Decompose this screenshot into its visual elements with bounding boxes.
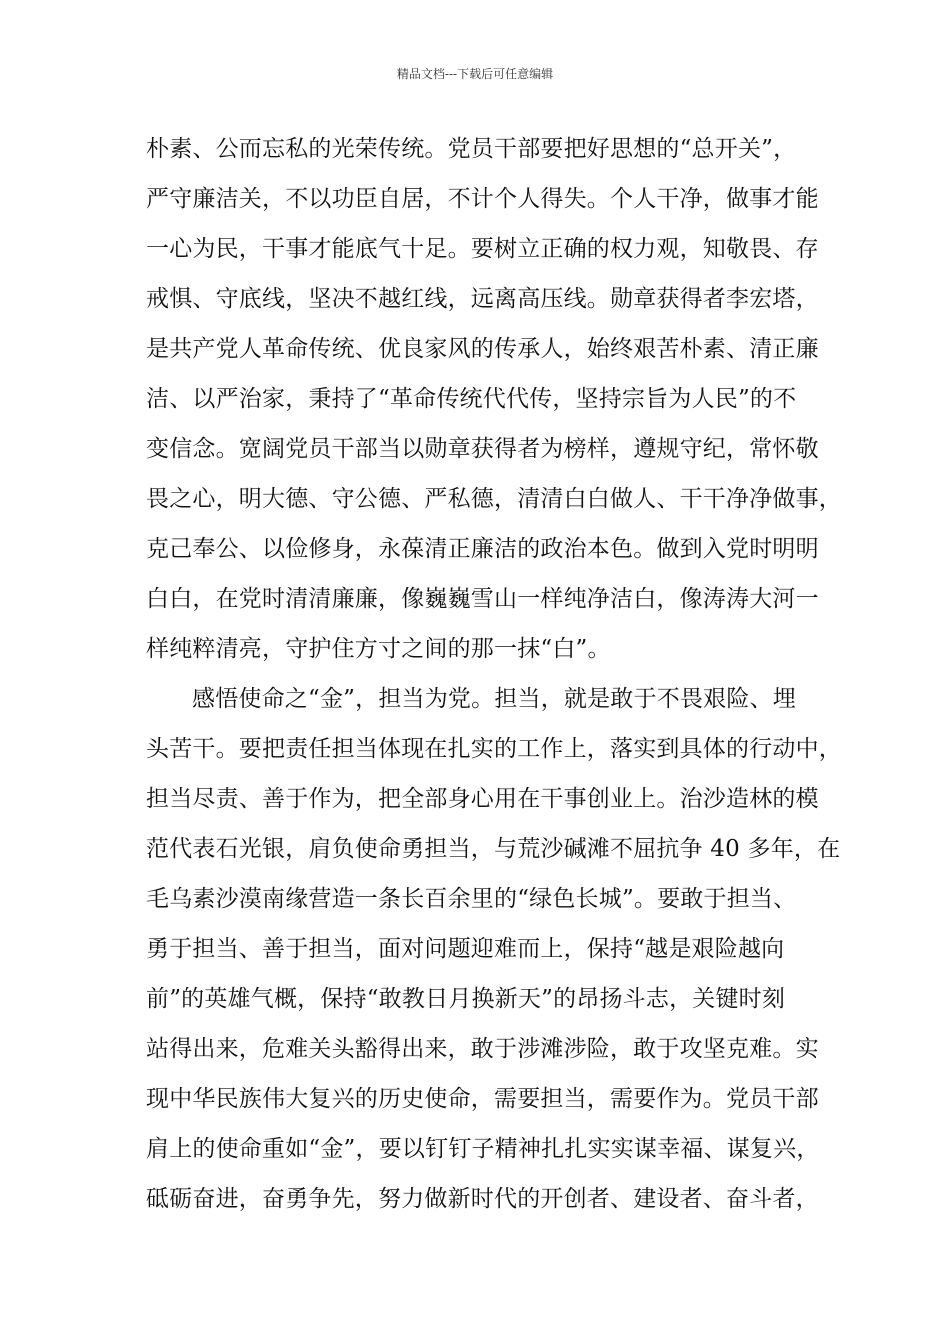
text-line: 前”的英雄气概，保持“敢教日月换新天”的昂扬斗志，关键时刻 — [146, 986, 786, 1012]
text-line: 头苦干。要把责任担当体现在扎实的工作上，落实到具体的行动中， — [146, 736, 842, 762]
text-line: 戒惧、守底线，坚决不越红线，远离高压线。勋章获得者李宏塔， — [146, 286, 819, 312]
text-line: 克己奉公、以俭修身，永葆清正廉洁的政治本色。做到入党时明明 — [146, 536, 819, 562]
text-line: 肩上的使命重如“金”，要以钉钉子精神扎扎实实谋幸福、谋复兴， — [146, 1136, 820, 1162]
text-line: 勇于担当、善于担当，面对问题迎难而上，保持“越是艰险越向 — [146, 936, 785, 962]
text-line: 是共产党人革命传统、优良家风的传承人，始终艰苦朴素、清正廉 — [146, 336, 819, 362]
text-line: 毛乌素沙漠南缘营造一条长百余里的“绿色长城”。要敢于担当、 — [146, 886, 797, 912]
document-body — [146, 124, 842, 1224]
text-line: 站得出来，危难关头豁得出来，敢于涉滩涉险，敢于攻坚克难。实 — [146, 1036, 819, 1062]
text-line: 严守廉洁关，不以功臣自居，不计个人得失。个人干净，做事才能 — [146, 186, 819, 212]
text-line: 砥砺奋进，奋勇争先，努力做新时代的开创者、建设者、奋斗者， — [146, 1186, 819, 1212]
text-line: 畏之心，明大德、守公德、严私德，清清白白做人、干干净净做事， — [146, 486, 842, 512]
text-line: 变信念。宽阔党员干部当以勋章获得者为榜样，遵规守纪，常怀敬 — [146, 436, 819, 462]
text-line: 白白，在党时清清廉廉，像巍巍雪山一样纯净洁白，像涛涛大河一 — [146, 586, 819, 612]
text-line: 样纯粹清亮，守护住方寸之间的那一抹“白”。 — [146, 636, 611, 662]
text-line: 洁、以严治家，秉持了“革命传统代代传，坚持宗旨为人民”的不 — [146, 386, 797, 412]
paragraph-start-line: 感悟使命之“金”，担当为党。担当，就是敢于不畏艰险、埋 — [192, 686, 796, 712]
page-header: 精品文档---下载后可任意编辑 — [396, 67, 554, 81]
text-line: 范代表石光银，肩负使命勇担当，与荒沙碱滩不屈抗争 40 多年，在 — [146, 836, 841, 862]
text-line: 一心为民，干事才能底气十足。要树立正确的权力观，知敬畏、存 — [146, 236, 819, 262]
text-line: 朴素、公而忘私的光荣传统。党员干部要把好思想的“总开关”， — [146, 136, 797, 162]
text-line: 现中华民族伟大复兴的历史使命，需要担当，需要作为。党员干部 — [146, 1086, 819, 1112]
text-line: 担当尽责、善于作为，把全部身心用在干事创业上。治沙造林的模 — [146, 786, 819, 812]
